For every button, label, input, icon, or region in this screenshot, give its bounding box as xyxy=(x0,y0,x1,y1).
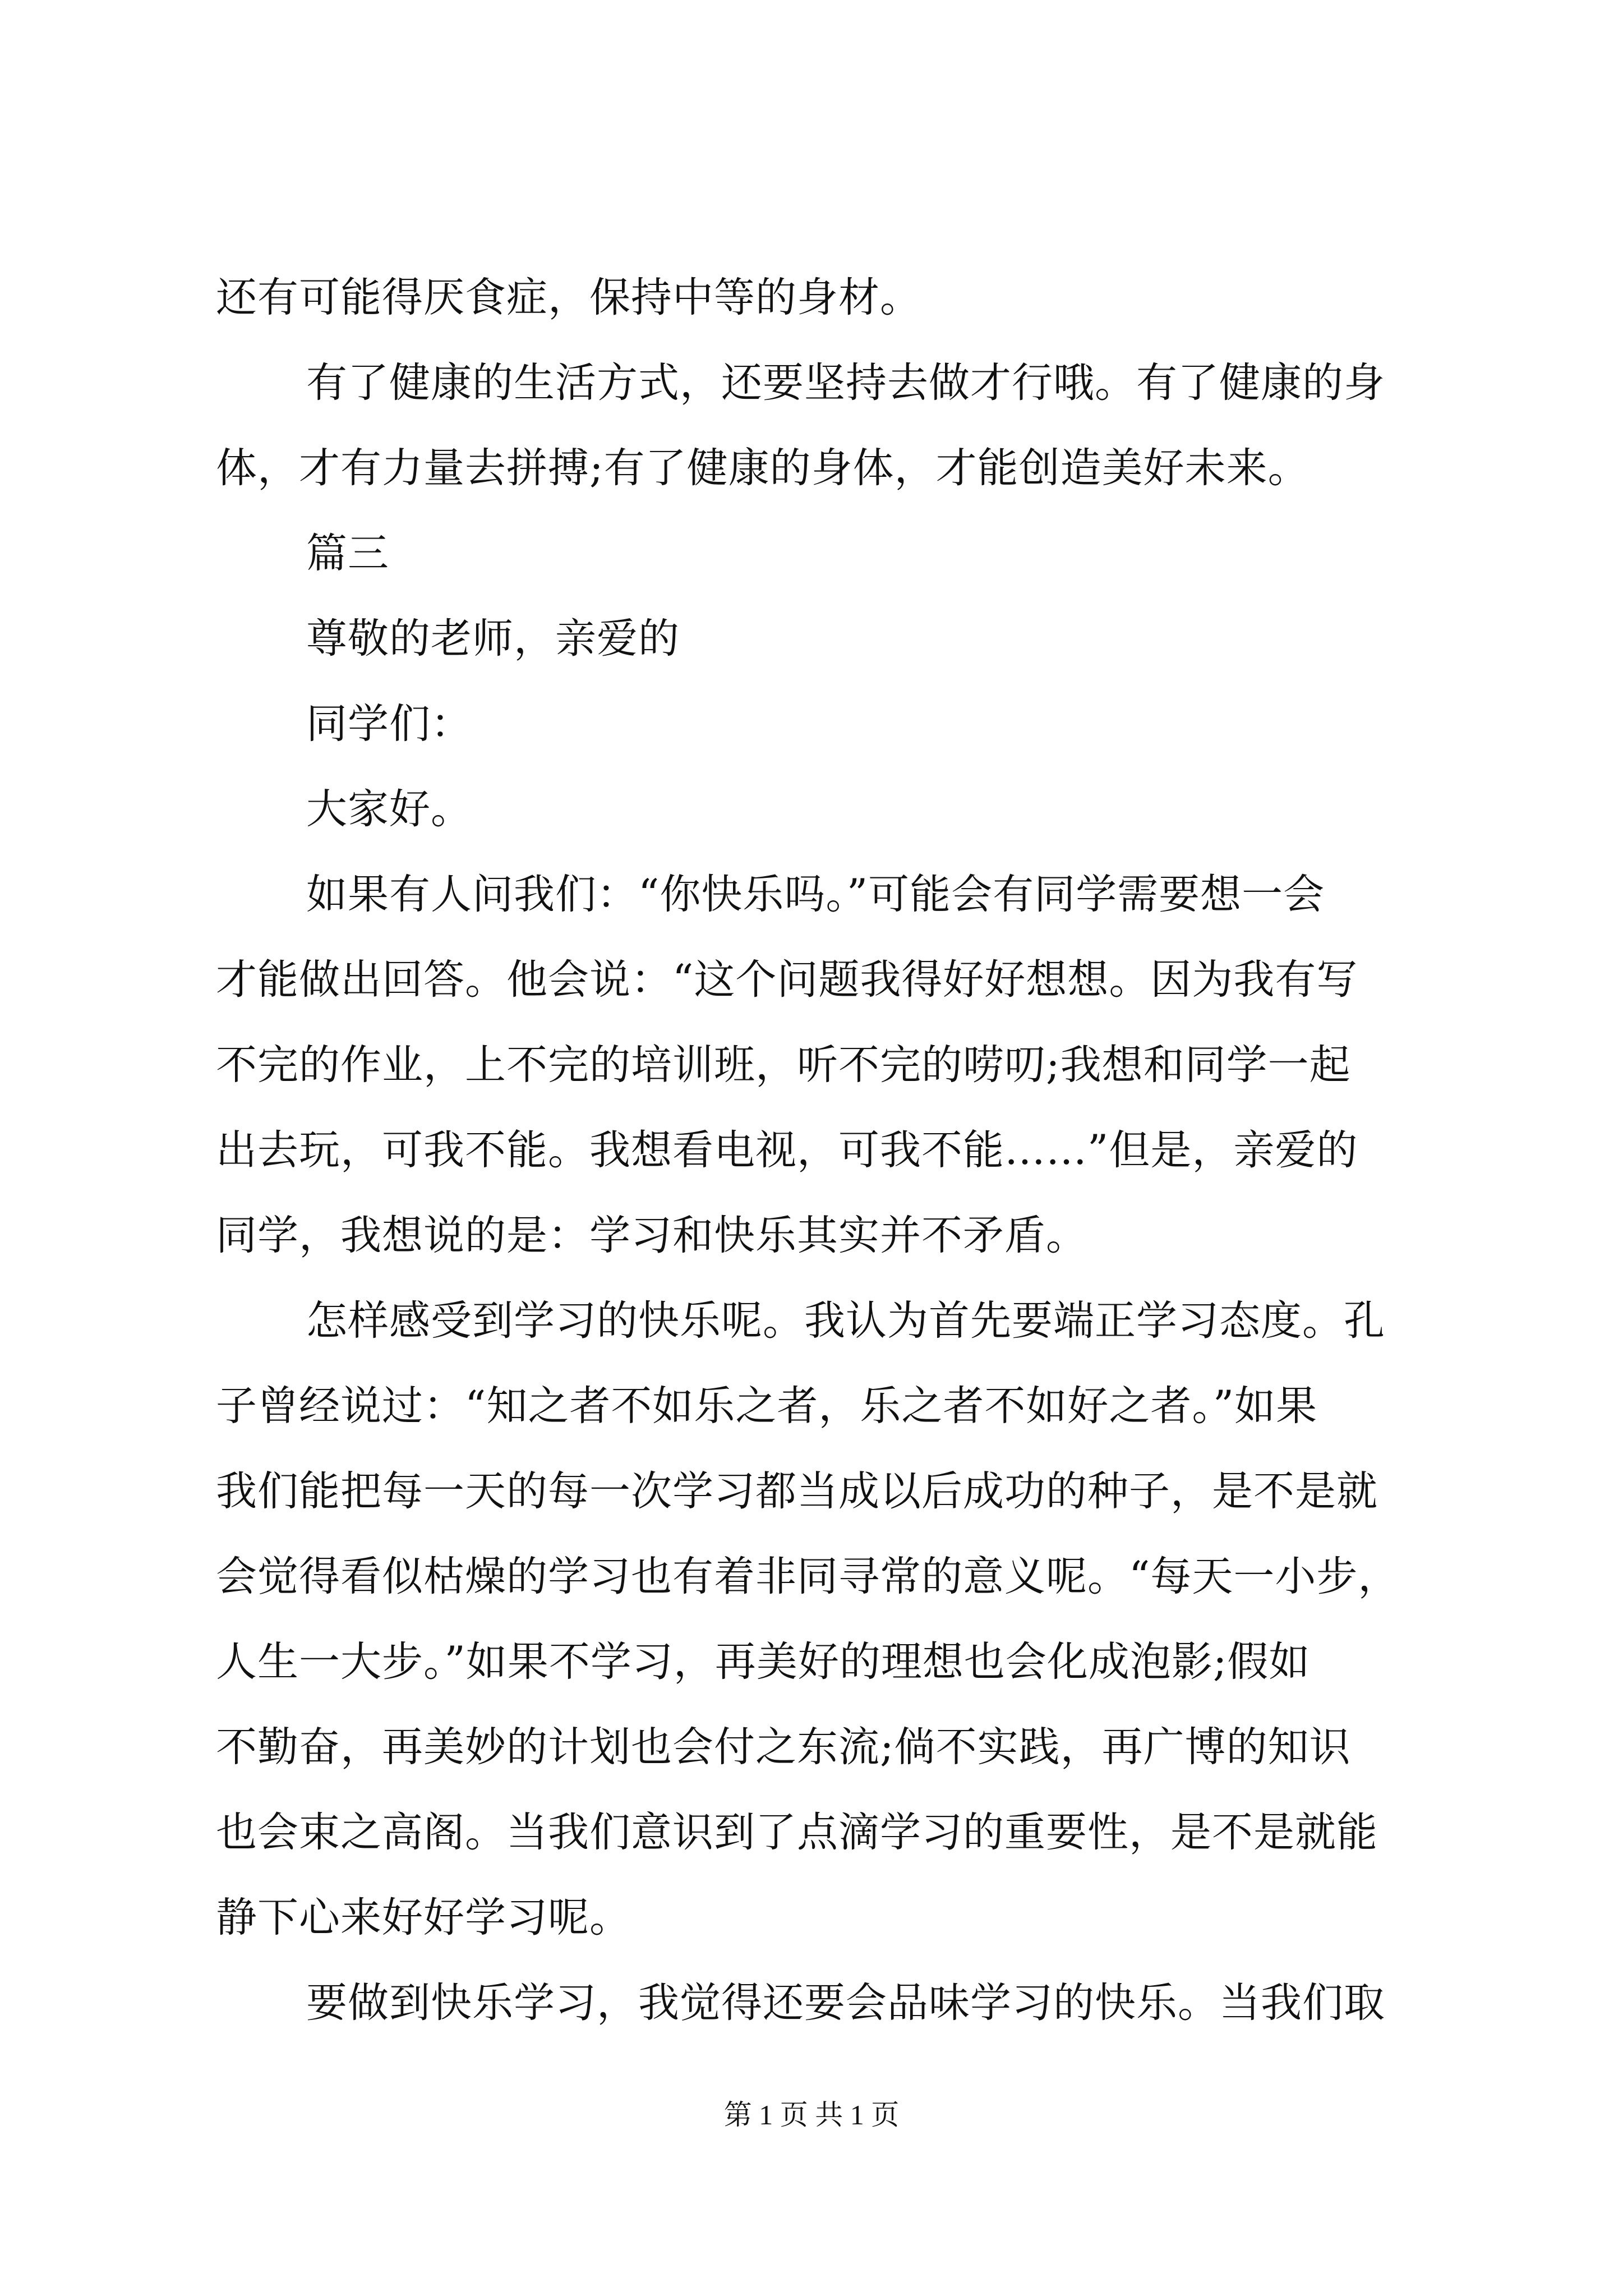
salutation-line: 同学们： xyxy=(306,700,472,748)
text-line: 同学，我想说的是：学习和快乐其实并不矛盾。 xyxy=(216,1212,1087,1259)
text-line: 也会束之高阁。当我们意识到了点滴学习的重要性，是不是就能 xyxy=(216,1809,1378,1856)
text-line: 会觉得看似枯燥的学习也有着非同寻常的意义呢。“每天一小步， xyxy=(216,1553,1400,1600)
section-heading: 篇三 xyxy=(306,530,389,577)
text-line: 怎样感受到学习的快乐呢。我认为首先要端正学习态度。孔 xyxy=(306,1297,1385,1345)
greeting-line: 大家好。 xyxy=(306,785,472,833)
text-line: 体，才有力量去拼搏;有了健康的身体，才能创造美好未来。 xyxy=(216,444,1310,492)
text-line: 我们能把每一天的每一次学习都当成以后成功的种子，是不是就 xyxy=(216,1467,1378,1515)
text-line: 要做到快乐学习，我觉得还要会品味学习的快乐。当我们取 xyxy=(306,1979,1385,2027)
text-line: 人生一大步。”如果不学习，再美好的理想也会化成泡影;假如 xyxy=(216,1638,1311,1686)
document-body xyxy=(216,255,1416,2046)
text-line: 子曾经说过：“知之者不如乐之者，乐之者不如好之者。”如果 xyxy=(216,1382,1318,1430)
text-line: 静下心来好好学习呢。 xyxy=(216,1894,631,1941)
text-line: 才能做出回答。他会说：“这个问题我得好好想想。因为我有写 xyxy=(216,956,1358,1004)
text-line: 还有可能得厌食症，保持中等的身材。 xyxy=(216,274,921,321)
page-number-footer: 第 1 页 共 1 页 xyxy=(723,2099,900,2131)
text-line: 不完的作业，上不完的培训班，听不完的唠叨;我想和同学一起 xyxy=(216,1041,1351,1089)
text-line: 不勤奋，再美妙的计划也会付之东流;倘不实践，再广博的知识 xyxy=(216,1723,1351,1771)
salutation-line: 尊敬的老师，亲爱的 xyxy=(306,615,680,662)
text-line: 如果有人问我们：“你快乐吗。”可能会有同学需要想一会 xyxy=(306,871,1325,918)
text-line: 出去玩，可我不能。我想看电视，可我不能……”但是，亲爱的 xyxy=(216,1126,1358,1174)
text-line: 有了健康的生活方式，还要坚持去做才行哦。有了健康的身 xyxy=(306,359,1385,407)
